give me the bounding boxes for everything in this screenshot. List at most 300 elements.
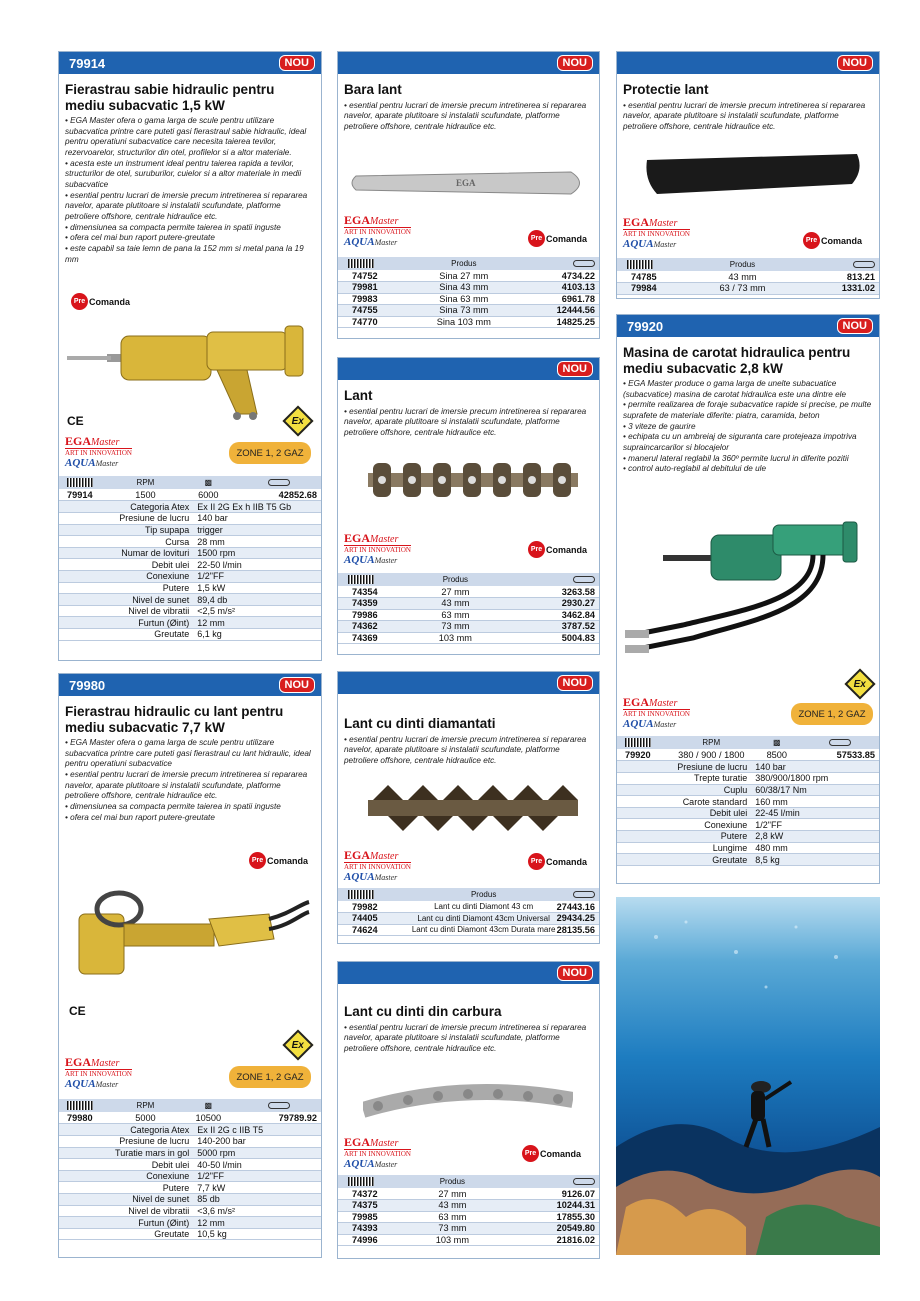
spec-value: 1/2"FF [753,819,879,831]
produs-header: Produs [411,257,516,270]
zone-badge: ZONE 1, 2 GAZ [229,442,311,464]
table-header: RPM ▩ [59,1099,321,1112]
spec-value: trigger [195,524,321,536]
table-header [338,573,599,586]
spec-row [59,617,321,629]
zone-badge: ZONE 1, 2 GAZ [791,703,873,725]
table-row [338,632,599,644]
row-price: 3462.84 [500,609,599,621]
spec-value: 140 bar [753,761,879,773]
hose-icon [268,1102,290,1109]
row-product: 103 mm [411,1234,494,1246]
table-row [338,586,599,598]
spec-value: 480 mm [753,842,879,854]
spec-row [59,594,321,606]
product-card-lant-carbura [337,961,600,1259]
new-badge: NOU [837,55,873,71]
product-rows [338,888,599,936]
spec-label: Greutate [59,629,195,641]
spec-row [59,501,321,513]
row-product: 43 mm [690,271,794,283]
table-row: 79980 5000 10500 79789.92 [59,1112,321,1124]
spec-value: 5000 rpm [195,1147,321,1159]
core-drill-image [623,510,873,660]
spec-value: 40-50 l/min [195,1159,321,1171]
spec-value: 8,5 kg [753,854,879,866]
row-price: 27443.16 [556,901,599,913]
spec-label: Furtun (Øint) [59,617,195,629]
spec-label: Categoria Atex [59,1124,195,1136]
spec-label: Conexiune [59,571,195,583]
product-rows [338,1175,599,1246]
product-card-lant [337,357,600,655]
spec-value: 89,4 db [195,594,321,606]
product-rows [617,258,879,295]
row-product: 63 mm [411,1211,494,1223]
row-code: 79981 [338,282,411,294]
row-product: Lant cu dinti Diamont 43cm Universal [411,913,556,925]
table-row [338,901,599,913]
spec-row [59,559,321,571]
row-price: 2930.27 [500,598,599,610]
spec-value: 85 db [195,1194,321,1206]
product-description: • EGA Master ofera o gama larga de scule pentru utilizare subacvatica printre care puteti gasi fierastraul sabie hidraulic, ideal pentru operatiuni subacvatice care necesita taierea tevilor, rezervoarelor, structurilor din otel, profilelor si a altor materiale. • acesta este un instrument ideal pentru taierea rapida a tevilor, structurilor de otel, suruburilor, cuielor si a altor materiale in medii subacvatice • esential pentru lucrari de imersie precum intretinerea si repararea navelor, aparate plutitoare si instalatii scufundate, platforme petroliere offshore, centrale hidraulice etc. • dimensiunea sa compacta permite taierea in spatii inguste • ofera cel mai bun raport putere-greutate • este capabil sa taie lemn de pana la 152 mm si metal pana la 19 mm [65,116,308,264]
barcode-icon [67,1101,93,1110]
row-price: 1331.02 [795,283,879,295]
spec-row [59,571,321,583]
spec-row [59,536,321,548]
row-price: 4103.13 [517,282,599,294]
barcode-icon [625,738,651,747]
product-card-79914 [58,51,322,661]
spec-label: Greutate [59,1228,195,1240]
guide-bar-image [346,168,591,198]
spec-row [59,605,321,617]
product-title: Lant cu dinti din carbura [344,1004,502,1019]
new-badge: NOU [279,55,315,71]
ega-aqua-logo: EGAMaster ART IN INNOVATION AQUAMaster [344,848,411,883]
product-table [617,258,879,295]
spec-label: Greutate [617,854,753,866]
precomanda-badge: Pre Comanda [249,852,308,869]
spec-label: Presiune de lucru [59,513,195,525]
row-price: 21816.02 [494,1234,599,1246]
product-table [59,476,321,641]
produs-header: Produs [411,1175,494,1188]
spec-value: <3,6 m/s² [195,1205,321,1217]
spec-value: 22-50 l/min [195,559,321,571]
product-description: • esential pentru lucrari de imersie precum intretinerea si repararea navelor, aparate plutitoare si instalatii scufundate, platforme petroliere offshore, centrale hidraulice etc. [344,406,587,437]
spec-value: 140 bar [195,513,321,525]
ega-aqua-logo: EGAMaster ART IN INNOVATION AQUAMaster [344,213,411,248]
spec-row [59,1136,321,1148]
spec-label: Numar de lovituri [59,547,195,559]
barcode-icon [348,890,374,899]
row-code: 74393 [338,1223,411,1235]
produs-header: Produs [411,888,556,901]
row-code: 74405 [338,913,411,925]
row-code: 79983 [338,293,411,305]
price-icon [853,261,875,268]
spec-label: Turatie mars in gol [59,1147,195,1159]
row-code: 79982 [338,901,411,913]
table-row: 79920 380 / 900 / 1800 8500 57533.85 [617,749,879,761]
spec-value: 160 mm [753,796,879,808]
barcode-icon [348,575,374,584]
table-row [338,282,599,294]
row-product: 63 mm [411,609,500,621]
product-description: • esential pentru lucrari de imersie precum intretinerea si repararea navelor, aparate plutitoare si instalatii scufundate, platforme petroliere offshore, centrale hidraulice etc. [344,734,587,765]
spec-value: Ex II 2G c IIB T5 [195,1124,321,1136]
spec-label: Presiune de lucru [617,761,753,773]
table-header [338,257,599,270]
barcode-icon [67,478,93,487]
row-price: 20549.80 [494,1223,599,1235]
row-product: 43 mm [411,598,500,610]
row-code: 74359 [338,598,411,610]
row-product: Sina 63 mm [411,293,516,305]
spec-value: 12 mm [195,1217,321,1229]
product-card-79980 [58,673,322,1258]
product-title: Bara lant [344,82,402,97]
spec-row [617,784,879,796]
row-code: 74372 [338,1188,411,1200]
table-row [338,1211,599,1223]
spec-label: Debit ulei [59,1159,195,1171]
precomanda-badge: Pre Comanda [528,853,587,870]
product-table [59,1099,321,1240]
row-price: 28135.56 [556,924,599,936]
row-product: 27 mm [411,586,500,598]
spec-label: Tip supapa [59,524,195,536]
product-description: • EGA Master produce o gama larga de unelte subacuatice (subacvatice) masina de carotat hidraulica este una dintre ele • permite realizarea de foraje subacvatice rapide si precise, pe multe suprafete de materiale diferite: piatra, caramida, beton • 3 viteze de gaurire • echipata cu un ambreiaj de siguranta care protejeaza impotriva supraincarcarilor si blocajelor • manerul lateral reglabil la 360º permite lucrul in diferite pozitii • control auto-reglabil al debitului de ule [623,379,872,474]
barcode-icon [348,1177,374,1186]
table-row [617,271,879,283]
hose-icon [268,479,290,486]
spec-row [617,796,879,808]
row-product: Sina 43 mm [411,282,516,294]
ega-aqua-logo: EGAMaster ART IN INNOVATION AQUAMaster [623,695,690,730]
product-table [617,736,879,866]
row-code: 74770 [338,316,411,328]
row-product: 73 mm [411,1223,494,1235]
product-title: Protectie lant [623,82,709,97]
row-product: Sina 103 mm [411,316,516,328]
spec-row [617,819,879,831]
diver-scene [616,897,880,1255]
product-code: 79914 [69,55,106,71]
product-description: • esential pentru lucrari de imersie precum intretinerea si repararea navelor, aparate plutitoare si instalatii scufundate, platforme petroliere offshore, centrale hidraulice etc. [344,1022,587,1053]
price-icon [573,891,595,898]
row-price: 5004.83 [500,632,599,644]
table-row [338,1200,599,1212]
weight-icon: ▩ [180,1099,238,1112]
row-code: 74755 [338,305,411,317]
row-code: 79986 [338,609,411,621]
product-title: Fierastrau hidraulic cu lant pentru mediu subacvatic 7,7 kW [65,704,284,735]
ega-aqua-logo: EGAMaster ART IN INNOVATION AQUAMaster [623,215,690,250]
spec-row [59,582,321,594]
spec-row [59,1159,321,1171]
precomanda-badge: Pre Comanda [528,541,587,558]
table-row [338,293,599,305]
row-price: 14825.25 [517,316,599,328]
card-header [338,962,599,984]
ega-aqua-logo: EGAMaster ART IN INNOVATION AQUAMaster [344,1135,411,1170]
spec-row [59,1228,321,1240]
spec-label: Carote standard [617,796,753,808]
spec-label: Lungime [617,842,753,854]
weight-icon: ▩ [180,476,238,489]
product-card-lant-diamantati [337,671,600,944]
new-badge: NOU [557,361,593,377]
new-badge: NOU [279,677,315,693]
card-header [59,674,321,696]
row-price: 6961.78 [517,293,599,305]
row-code: 74375 [338,1200,411,1212]
table-row [338,598,599,610]
table-row [338,305,599,317]
row-product: Sina 27 mm [411,270,516,282]
spec-row [59,547,321,559]
row-product: 43 mm [411,1200,494,1212]
hydraulic-chainsaw-image [69,884,314,994]
product-rows [338,257,599,328]
spec-value: 1/2"FF [195,571,321,583]
table-row [338,924,599,936]
row-product: 27 mm [411,1188,494,1200]
row-code: 74362 [338,621,411,633]
spec-value: Ex II 2G Ex h IIB T5 Gb [195,501,321,513]
row-code: 74369 [338,632,411,644]
carbide-chain-image [363,1070,573,1130]
spec-label: Debit ulei [617,807,753,819]
table-row: 79914 1500 6000 42852.68 [59,489,321,501]
spec-value: 6,1 kg [195,629,321,641]
spec-row [617,831,879,843]
table-header [338,888,599,901]
spec-label: Conexiune [617,819,753,831]
diamond-chain-image [368,780,578,836]
row-price: 813.21 [795,271,879,283]
spec-label: Putere [617,831,753,843]
precomanda-badge: Pre Comanda [71,293,130,310]
table-row [338,913,599,925]
spec-value: 1/2"FF [195,1170,321,1182]
spec-row [617,773,879,785]
ce-mark: CE [69,1004,86,1018]
table-header: RPM ▩ [59,476,321,489]
product-title: Lant [344,388,373,403]
atex-ex-icon: Ex [282,405,313,436]
spec-row [59,1170,321,1182]
spec-row [617,761,879,773]
product-title: Fierastrau sabie hidraulic pentru mediu subacvatic 1,5 kW [65,82,275,113]
spec-label: Debit ulei [59,559,195,571]
barcode-icon [627,260,653,269]
row-product: 63 / 73 mm [690,283,794,295]
ega-aqua-logo: EGAMaster ART IN INNOVATION AQUAMaster [344,531,411,566]
product-card-bara-lant [337,51,600,339]
product-table [338,1175,599,1246]
table-row [617,283,879,295]
spec-value: 140-200 bar [195,1136,321,1148]
row-price: 29434.25 [556,913,599,925]
product-title: Masina de carotat hidraulica pentru mediu subacvatic 2,8 kW [623,345,851,376]
table-row [338,609,599,621]
product-table [338,573,599,644]
table-row [338,1234,599,1246]
table-header [617,258,879,271]
spec-value: <2,5 m/s² [195,605,321,617]
spec-label: Categoria Atex [59,501,195,513]
spec-row [59,1194,321,1206]
atex-ex-icon: Ex [282,1029,313,1060]
price-icon [573,1178,595,1185]
specs-table [617,761,879,866]
product-description: • esential pentru lucrari de imersie precum intretinerea si repararea navelor, aparate plutitoare si instalatii scufundate, platforme petroliere offshore, centrale hidraulice etc. [623,100,866,131]
weight-icon: ▩ [753,736,800,749]
spec-label: Nivel de vibratii [59,1205,195,1217]
new-badge: NOU [557,965,593,981]
product-table [338,888,599,936]
zone-badge: ZONE 1, 2 GAZ [229,1066,311,1088]
row-code: 79985 [338,1211,411,1223]
spec-value: 380/900/1800 rpm [753,773,879,785]
card-header [338,52,599,74]
spec-value: 1500 rpm [195,547,321,559]
price-icon [573,260,595,267]
row-code: 74752 [338,270,411,282]
row-product: Lant cu dinti Diamont 43 cm [411,901,556,913]
product-card-protectie-lant [616,51,880,299]
row-product: 73 mm [411,621,500,633]
row-product: Sina 73 mm [411,305,516,317]
produs-header: Produs [690,258,794,271]
product-card-79920 [616,314,880,884]
row-code: 74624 [338,924,411,936]
barcode-icon [348,259,374,268]
precomanda-badge: Pre Comanda [528,230,587,247]
table-row [338,270,599,282]
spec-label: Furtun (Øint) [59,1217,195,1229]
spec-label: Putere [59,1182,195,1194]
row-price: 9126.07 [494,1188,599,1200]
spec-label: Trepte turatie [617,773,753,785]
spec-value: 1,5 kW [195,582,321,594]
price-icon [573,576,595,583]
row-price: 12444.56 [517,305,599,317]
row-code: 74785 [617,271,690,283]
card-header [617,315,879,337]
spec-row [59,1205,321,1217]
specs-table [59,501,321,641]
new-badge: NOU [837,318,873,334]
spec-value: 22-45 l/min [753,807,879,819]
row-price: 17855.30 [494,1211,599,1223]
card-header [338,358,599,380]
row-price: 3787.52 [500,621,599,633]
row-code: 79984 [617,283,690,295]
product-rows [338,573,599,644]
spec-label: Cuplu [617,784,753,796]
card-header [338,672,599,694]
table-row [338,1188,599,1200]
row-product: 103 mm [411,632,500,644]
chain-cover-image [642,150,867,200]
spec-label: Nivel de vibratii [59,605,195,617]
spec-label: Nivel de sunet [59,594,195,606]
spec-label: Cursa [59,536,195,548]
spec-label: Conexiune [59,1170,195,1182]
row-code: 74996 [338,1234,411,1246]
product-description: • EGA Master ofera o gama larga de scule pentru utilizare subacvatica printre care puteti gasi fierastraul cu lant hidraulic, ideal pentru operatiuni subacvatice • esential pentru lucrari de imersie precum intretinerea si repararea navelor, aparate plutitoare si instalatii scufundate, platforme petroliere offshore, centrale hidraulice etc. • dimensiunea sa compacta permite taierea in spatii inguste • ofera cel mai bun raport putere-greutate [65,738,311,822]
spec-value: 28 mm [195,536,321,548]
product-table [338,257,599,328]
spec-value: 10,5 kg [195,1228,321,1240]
product-code: 79980 [69,677,106,693]
new-badge: NOU [557,675,593,691]
spec-value: 7,7 kW [195,1182,321,1194]
row-price: 3263.58 [500,586,599,598]
table-row [338,1223,599,1235]
new-badge: NOU [557,55,593,71]
spec-row [617,842,879,854]
reciprocating-saw-image [67,314,317,422]
hose-icon [829,739,851,746]
ega-aqua-logo: EGAMaster ART IN INNOVATION AQUAMaster [65,1055,132,1090]
spec-row [59,1182,321,1194]
precomanda-badge: Pre Comanda [803,232,862,249]
spec-row [59,513,321,525]
spec-value: 2,8 kW [753,831,879,843]
spec-row [59,1147,321,1159]
spec-row [617,807,879,819]
spec-row [59,1124,321,1136]
atex-ex-icon: Ex [844,668,875,699]
table-header: RPM ▩ [617,736,879,749]
ce-mark: CE [67,414,84,428]
spec-row [617,854,879,866]
chain-image [368,453,578,508]
table-header [338,1175,599,1188]
spec-value: 60/38/17 Nm [753,784,879,796]
table-row [338,621,599,633]
row-product: Lant cu dinti Diamont 43cm Durata mare [411,925,556,935]
card-header [617,52,879,74]
spec-row [59,524,321,536]
ega-aqua-logo: EGAMaster ART IN INNOVATION AQUAMaster [65,434,132,469]
spec-label: Presiune de lucru [59,1136,195,1148]
spec-label: Putere [59,582,195,594]
product-code: 79920 [627,318,664,334]
spec-row [59,629,321,641]
row-code: 74354 [338,586,411,598]
spec-label: Nivel de sunet [59,1194,195,1206]
spec-value: 12 mm [195,617,321,629]
precomanda-badge: Pre Comanda [522,1145,581,1162]
svg-text:EGA: EGA [456,178,476,188]
table-row [338,316,599,328]
product-description: • esential pentru lucrari de imersie precum intretinerea si repararea navelor, aparate plutitoare si instalatii scufundate, platforme petroliere offshore, centrale hidraulice etc. [344,100,587,131]
product-title: Lant cu dinti diamantati [344,716,496,731]
row-price: 4734.22 [517,270,599,282]
specs-table [59,1124,321,1240]
spec-row [59,1217,321,1229]
card-header [59,52,321,74]
produs-header: Produs [411,573,500,586]
underwater-diver-photo [616,897,880,1255]
